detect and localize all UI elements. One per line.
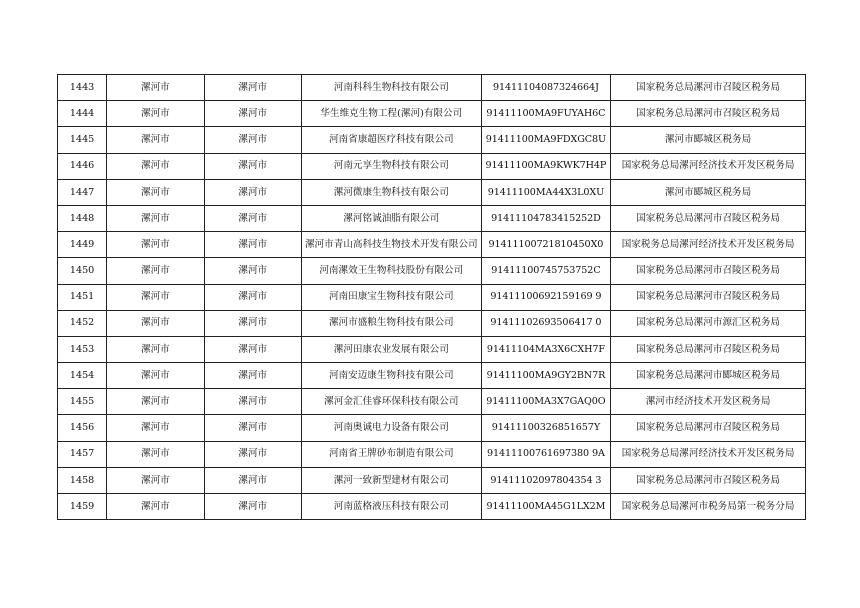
county-cell: 漯河市 <box>204 494 301 520</box>
credit-code-cell: 91411100326851657Y <box>481 415 611 441</box>
company-name-cell: 漯河田康农业发展有限公司 <box>301 336 481 362</box>
table-row <box>58 258 806 284</box>
table-row <box>58 441 806 467</box>
table-row <box>58 179 806 205</box>
county-cell: 漯河市 <box>204 232 301 258</box>
tax-office-cell: 漯河市郾城区税务局 <box>611 127 806 153</box>
company-name-cell: 漯河市青山高科技生物技术开发有限公司 <box>301 232 481 258</box>
city-cell: 漯河市 <box>107 467 204 493</box>
tax-office-cell: 国家税务总局漯河市召陵区税务局 <box>611 101 806 127</box>
company-name-cell: 河南奥诚电力设备有限公司 <box>301 415 481 441</box>
row-number-cell: 1444 <box>58 101 107 127</box>
city-cell: 漯河市 <box>107 336 204 362</box>
company-tax-table <box>57 74 806 520</box>
credit-code-cell: 91411100MA9KWK7H4P <box>481 153 611 179</box>
credit-code-cell: 91411102097804354 3 <box>481 467 611 493</box>
row-number-cell: 1455 <box>58 389 107 415</box>
table-row <box>58 310 806 336</box>
county-cell: 漯河市 <box>204 441 301 467</box>
company-name-cell: 河南漯效王生物科技股份有限公司 <box>301 258 481 284</box>
company-name-cell: 河南省康超医疗科技有限公司 <box>301 127 481 153</box>
table-row <box>58 467 806 493</box>
tax-office-cell: 国家税务总局漯河市召陵区税务局 <box>611 415 806 441</box>
credit-code-cell: 91411100MA44X3L0XU <box>481 179 611 205</box>
row-number-cell: 1452 <box>58 310 107 336</box>
credit-code-cell: 91411100MA45G1LX2M <box>481 494 611 520</box>
company-name-cell: 河南安迈康生物科技有限公司 <box>301 363 481 389</box>
city-cell: 漯河市 <box>107 258 204 284</box>
row-number-cell: 1447 <box>58 179 107 205</box>
company-name-cell: 河南蓝格液压科技有限公司 <box>301 494 481 520</box>
company-name-cell: 河南元享生物科技有限公司 <box>301 153 481 179</box>
county-cell: 漯河市 <box>204 205 301 231</box>
table-row <box>58 205 806 231</box>
row-number-cell: 1457 <box>58 441 107 467</box>
tax-office-cell: 国家税务总局漯河市税务局第一税务分局 <box>611 494 806 520</box>
table-row <box>58 127 806 153</box>
city-cell: 漯河市 <box>107 363 204 389</box>
county-cell: 漯河市 <box>204 389 301 415</box>
row-number-cell: 1449 <box>58 232 107 258</box>
table-row <box>58 494 806 520</box>
city-cell: 漯河市 <box>107 75 204 101</box>
credit-code-cell: 91411100MA9GY2BN7R <box>481 363 611 389</box>
city-cell: 漯河市 <box>107 389 204 415</box>
credit-code-cell: 91411100MA3X7GAQ0O <box>481 389 611 415</box>
county-cell: 漯河市 <box>204 127 301 153</box>
tax-office-cell: 国家税务总局漯河经济技术开发区税务局 <box>611 232 806 258</box>
credit-code-cell: 91411104087324664J <box>481 75 611 101</box>
company-name-cell: 华生维克生物工程(漯河)有限公司 <box>301 101 481 127</box>
county-cell: 漯河市 <box>204 101 301 127</box>
company-name-cell: 漯河铭诚油脂有限公司 <box>301 205 481 231</box>
credit-code-cell: 91411102693506417 0 <box>481 310 611 336</box>
credit-code-cell: 91411100745753752C <box>481 258 611 284</box>
table-row <box>58 284 806 310</box>
city-cell: 漯河市 <box>107 101 204 127</box>
county-cell: 漯河市 <box>204 467 301 493</box>
credit-code-cell: 91411100721810450X0 <box>481 232 611 258</box>
company-name-cell: 漯河一致新型建材有限公司 <box>301 467 481 493</box>
row-number-cell: 1445 <box>58 127 107 153</box>
company-name-cell: 漯河微康生物科技有限公司 <box>301 179 481 205</box>
table-row <box>58 363 806 389</box>
row-number-cell: 1456 <box>58 415 107 441</box>
row-number-cell: 1448 <box>58 205 107 231</box>
tax-office-cell: 国家税务总局漯河市郾城区税务局 <box>611 363 806 389</box>
table-row <box>58 153 806 179</box>
row-number-cell: 1451 <box>58 284 107 310</box>
city-cell: 漯河市 <box>107 415 204 441</box>
city-cell: 漯河市 <box>107 232 204 258</box>
table-body <box>58 75 806 520</box>
tax-office-cell: 国家税务总局漯河市召陵区税务局 <box>611 336 806 362</box>
company-name-cell: 漯河金汇佳睿环保科技有限公司 <box>301 389 481 415</box>
county-cell: 漯河市 <box>204 75 301 101</box>
city-cell: 漯河市 <box>107 441 204 467</box>
credit-code-cell: 91411100761697380 9A <box>481 441 611 467</box>
row-number-cell: 1459 <box>58 494 107 520</box>
county-cell: 漯河市 <box>204 284 301 310</box>
city-cell: 漯河市 <box>107 153 204 179</box>
city-cell: 漯河市 <box>107 127 204 153</box>
table-row <box>58 101 806 127</box>
table-row <box>58 232 806 258</box>
county-cell: 漯河市 <box>204 310 301 336</box>
row-number-cell: 1454 <box>58 363 107 389</box>
table-row <box>58 389 806 415</box>
tax-office-cell: 国家税务总局漯河市召陵区税务局 <box>611 205 806 231</box>
table-row <box>58 75 806 101</box>
credit-code-cell: 91411100MA9FUYAH6C <box>481 101 611 127</box>
city-cell: 漯河市 <box>107 310 204 336</box>
city-cell: 漯河市 <box>107 179 204 205</box>
row-number-cell: 1446 <box>58 153 107 179</box>
table-row <box>58 336 806 362</box>
credit-code-cell: 91411104MA3X6CXH7F <box>481 336 611 362</box>
credit-code-cell: 91411100692159169 9 <box>481 284 611 310</box>
credit-code-cell: 91411104783415252D <box>481 205 611 231</box>
credit-code-cell: 91411100MA9FDXGC8U <box>481 127 611 153</box>
tax-office-cell: 漯河市经济技术开发区税务局 <box>611 389 806 415</box>
tax-office-cell: 国家税务总局漯河市召陵区税务局 <box>611 284 806 310</box>
tax-office-cell: 国家税务总局漯河市召陵区税务局 <box>611 258 806 284</box>
row-number-cell: 1458 <box>58 467 107 493</box>
city-cell: 漯河市 <box>107 205 204 231</box>
county-cell: 漯河市 <box>204 258 301 284</box>
row-number-cell: 1453 <box>58 336 107 362</box>
tax-office-cell: 国家税务总局漯河经济技术开发区税务局 <box>611 153 806 179</box>
tax-office-cell: 漯河市郾城区税务局 <box>611 179 806 205</box>
tax-office-cell: 国家税务总局漯河市源汇区税务局 <box>611 310 806 336</box>
county-cell: 漯河市 <box>204 179 301 205</box>
table-row <box>58 415 806 441</box>
tax-office-cell: 国家税务总局漯河经济技术开发区税务局 <box>611 441 806 467</box>
company-name-cell: 河南省王牌砂布制造有限公司 <box>301 441 481 467</box>
tax-office-cell: 国家税务总局漯河市召陵区税务局 <box>611 75 806 101</box>
county-cell: 漯河市 <box>204 363 301 389</box>
county-cell: 漯河市 <box>204 153 301 179</box>
row-number-cell: 1450 <box>58 258 107 284</box>
company-name-cell: 漯河市盛粮生物科技有限公司 <box>301 310 481 336</box>
company-name-cell: 河南田康宝生物科技有限公司 <box>301 284 481 310</box>
city-cell: 漯河市 <box>107 284 204 310</box>
city-cell: 漯河市 <box>107 494 204 520</box>
row-number-cell: 1443 <box>58 75 107 101</box>
tax-office-cell: 国家税务总局漯河市召陵区税务局 <box>611 467 806 493</box>
company-name-cell: 河南科科生物科技有限公司 <box>301 75 481 101</box>
county-cell: 漯河市 <box>204 336 301 362</box>
county-cell: 漯河市 <box>204 415 301 441</box>
